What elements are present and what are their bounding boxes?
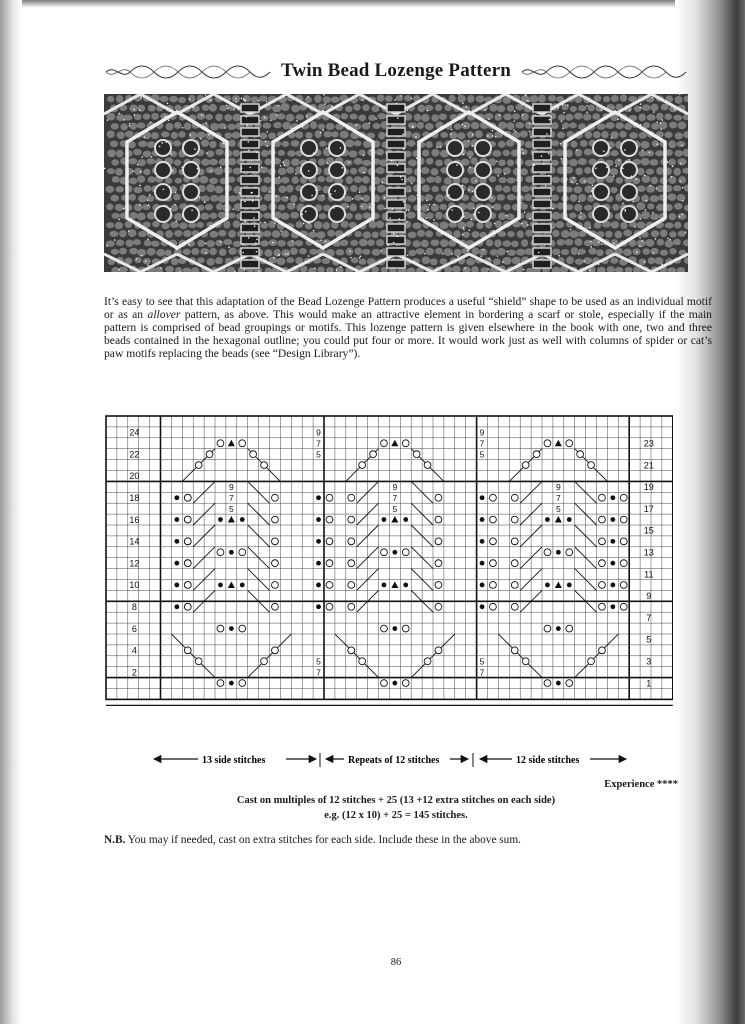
row-label-right: 19 (643, 482, 654, 493)
knitting-chart (104, 414, 673, 750)
bead-dot-icon (610, 561, 615, 566)
yarn-over-circle-icon (402, 680, 409, 687)
row-label-right: 21 (643, 460, 654, 471)
yarn-over-circle-icon (272, 538, 279, 545)
paragraph-part-1: It’s easy to see that this adaptation of the Bead Lozenge Pattern produces a useful “shield” shape to be used as an individual motif or as an (104, 295, 712, 321)
yarn-over-circle-icon (599, 560, 606, 567)
yarn-over-circle-icon (490, 560, 497, 567)
yarn-over-circle-icon (435, 647, 442, 654)
bead-dot-icon (316, 583, 321, 588)
bead-dot-icon (480, 561, 485, 566)
scroll-flourish-icon (520, 64, 688, 80)
yarn-over-circle-icon (261, 658, 268, 665)
row-label-left: 24 (129, 427, 140, 438)
row-label-right: 1 (646, 678, 652, 689)
yarn-over-circle-icon (184, 494, 191, 501)
bead-dot-icon (567, 583, 572, 588)
yarn-over-circle-icon (359, 462, 366, 469)
bead-dot-icon (480, 583, 485, 588)
yarn-over-circle-icon (348, 538, 355, 545)
page-number: 86 (390, 957, 402, 968)
bead-dot-icon (174, 604, 179, 609)
yarn-over-circle-icon (348, 647, 355, 654)
bead-dot-icon (567, 517, 572, 522)
double-decrease-triangle-icon (391, 516, 398, 523)
yarn-over-circle-icon (588, 658, 595, 665)
bead-dot-icon (218, 583, 223, 588)
yarn-over-circle-icon (620, 538, 627, 545)
cast-on-instructions (104, 793, 688, 823)
yarn-over-circle-icon (577, 451, 584, 458)
title-row (104, 58, 688, 88)
row-label-left: 12 (129, 558, 140, 569)
page-left-shadow (0, 0, 22, 1024)
yarn-over-circle-icon (250, 451, 257, 458)
yarn-over-circle-icon (620, 516, 627, 523)
stitch-count-number: 9 (392, 482, 398, 493)
bead-dot-icon (545, 517, 550, 522)
bead-dot-icon (403, 517, 408, 522)
row-label-right: 13 (643, 547, 654, 558)
side-stitches-right-label: 12 side stitches (516, 755, 580, 766)
yarn-over-circle-icon (381, 549, 388, 556)
yarn-over-circle-icon (544, 549, 551, 556)
yarn-over-circle-icon (511, 582, 518, 589)
yarn-over-circle-icon (544, 680, 551, 687)
bead-dot-icon (403, 583, 408, 588)
yarn-over-circle-icon (566, 680, 573, 687)
stitch-count-number: 9 (316, 427, 321, 438)
bead-dot-icon (316, 561, 321, 566)
yarn-over-circle-icon (599, 494, 606, 501)
row-label-left: 6 (131, 623, 137, 634)
double-decrease-triangle-icon (555, 440, 562, 447)
yarn-over-circle-icon (272, 647, 279, 654)
bead-dot-icon (556, 626, 561, 631)
yarn-over-circle-icon (490, 603, 497, 610)
yarn-over-circle-icon (272, 582, 279, 589)
yarn-over-circle-icon (620, 494, 627, 501)
yarn-over-circle-icon (490, 582, 497, 589)
bead-dot-icon (556, 550, 561, 555)
bead-dot-icon (480, 604, 485, 609)
yarn-over-circle-icon (184, 603, 191, 610)
stitch-count-number: 5 (392, 503, 398, 514)
bead-dot-icon (480, 495, 485, 500)
bead-dot-icon (240, 583, 245, 588)
yarn-over-circle-icon (599, 582, 606, 589)
row-label-left: 8 (131, 602, 137, 613)
row-label-left: 20 (129, 471, 140, 482)
bead-dot-icon (480, 539, 485, 544)
bead-dot-icon (545, 583, 550, 588)
bead-dot-icon (316, 517, 321, 522)
yarn-over-circle-icon (511, 516, 518, 523)
yarn-over-circle-icon (435, 603, 442, 610)
yarn-over-circle-icon (511, 538, 518, 545)
yarn-over-circle-icon (511, 603, 518, 610)
bead-dot-icon (610, 517, 615, 522)
double-decrease-triangle-icon (391, 440, 398, 447)
stitch-count-number: 7 (479, 438, 485, 449)
double-decrease-triangle-icon (555, 581, 562, 588)
page-top-edge (0, 0, 745, 8)
row-label-left: 14 (129, 536, 140, 547)
yarn-over-circle-icon (348, 603, 355, 610)
yarn-over-circle-icon (184, 560, 191, 567)
yarn-over-circle-icon (184, 582, 191, 589)
yarn-over-circle-icon (239, 680, 246, 687)
row-label-left: 2 (131, 667, 137, 678)
yarn-over-circle-icon (272, 560, 279, 567)
yarn-over-circle-icon (490, 538, 497, 545)
bead-dot-icon (610, 604, 615, 609)
stitch-count-number: 7 (555, 492, 561, 503)
row-label-right: 11 (644, 569, 654, 580)
stitch-count-number: 9 (479, 427, 485, 438)
yarn-over-circle-icon (326, 494, 333, 501)
bead-dot-icon (392, 550, 397, 555)
yarn-over-circle-icon (620, 603, 627, 610)
bead-dot-icon (610, 583, 615, 588)
yarn-over-circle-icon (544, 625, 551, 632)
yarn-over-circle-icon (239, 625, 246, 632)
bead-dot-icon (382, 583, 387, 588)
bead-dot-icon (174, 561, 179, 566)
yarn-over-circle-icon (490, 516, 497, 523)
row-label-left: 22 (129, 449, 140, 460)
bead-dot-icon (392, 626, 397, 631)
yarn-over-circle-icon (272, 516, 279, 523)
yarn-over-circle-icon (326, 603, 333, 610)
yarn-over-circle-icon (566, 625, 573, 632)
yarn-over-circle-icon (533, 451, 540, 458)
yarn-over-circle-icon (326, 582, 333, 589)
yarn-over-circle-icon (261, 462, 268, 469)
yarn-over-circle-icon (566, 440, 573, 447)
side-stitches-left-label: 13 side stitches (202, 755, 266, 766)
stitch-count-number: 9 (228, 482, 234, 493)
yarn-over-circle-icon (435, 582, 442, 589)
stitch-count-number: 9 (555, 482, 561, 493)
yarn-over-circle-icon (381, 440, 388, 447)
yarn-over-circle-icon (402, 549, 409, 556)
yarn-over-circle-icon (413, 451, 420, 458)
yarn-over-circle-icon (544, 440, 551, 447)
bead-dot-icon (229, 626, 234, 631)
row-label-right: 23 (643, 438, 654, 449)
yarn-over-circle-icon (435, 538, 442, 545)
stitch-count-number: 7 (479, 667, 485, 678)
bead-dot-icon (316, 495, 321, 500)
double-decrease-triangle-icon (391, 581, 398, 588)
bead-dot-icon (556, 681, 561, 686)
yarn-over-circle-icon (588, 462, 595, 469)
bead-dot-icon (218, 517, 223, 522)
row-label-right: 15 (643, 525, 654, 536)
cast-on-line-2: e.g. (12 x 10) + 25 = 145 stitches. (324, 810, 468, 821)
row-label-right: 3 (646, 656, 652, 667)
yarn-over-circle-icon (184, 516, 191, 523)
row-label-left: 4 (131, 645, 137, 656)
yarn-over-circle-icon (239, 440, 246, 447)
row-label-right: 17 (643, 503, 654, 514)
yarn-over-circle-icon (402, 440, 409, 447)
description-paragraph (104, 296, 712, 361)
yarn-over-circle-icon (272, 603, 279, 610)
row-label-left: 18 (129, 493, 140, 504)
paragraph-italic: allover (147, 307, 181, 321)
yarn-over-circle-icon (272, 494, 279, 501)
yarn-over-circle-icon (184, 647, 191, 654)
bead-dot-icon (382, 517, 387, 522)
yarn-over-circle-icon (599, 603, 606, 610)
bead-dot-icon (240, 517, 245, 522)
yarn-over-circle-icon (326, 538, 333, 545)
double-decrease-triangle-icon (228, 440, 235, 447)
yarn-over-circle-icon (620, 560, 627, 567)
yarn-over-circle-icon (435, 516, 442, 523)
bead-dot-icon (229, 681, 234, 686)
yarn-over-circle-icon (370, 451, 377, 458)
bead-dot-icon (392, 681, 397, 686)
repeats-label: Repeats of 12 stitches (348, 755, 440, 766)
yarn-over-circle-icon (206, 451, 213, 458)
double-decrease-triangle-icon (228, 516, 235, 523)
yarn-over-circle-icon (424, 462, 431, 469)
double-decrease-triangle-icon (228, 581, 235, 588)
bead-dot-icon (174, 495, 179, 500)
row-label-right: 5 (646, 634, 652, 645)
bead-dot-icon (174, 539, 179, 544)
row-label-right: 7 (646, 612, 652, 623)
yarn-over-circle-icon (511, 560, 518, 567)
bead-dot-icon (174, 517, 179, 522)
bead-dot-icon (316, 604, 321, 609)
stitch-count-number: 5 (555, 503, 561, 514)
yarn-over-circle-icon (435, 560, 442, 567)
stitch-count-number: 7 (316, 438, 321, 449)
nb-label: N.B. (104, 834, 126, 846)
stitch-count-number: 5 (316, 449, 321, 460)
yarn-over-circle-icon (402, 625, 409, 632)
yarn-over-circle-icon (326, 516, 333, 523)
row-label-left: 10 (129, 580, 140, 591)
stitch-count-number: 5 (479, 656, 485, 667)
yarn-over-circle-icon (217, 549, 224, 556)
bead-dot-icon (610, 495, 615, 500)
bead-dot-icon (480, 517, 485, 522)
yarn-over-circle-icon (217, 680, 224, 687)
yarn-over-circle-icon (217, 625, 224, 632)
row-label-left: 16 (129, 514, 140, 525)
yarn-over-circle-icon (511, 494, 518, 501)
stitch-count-number: 5 (479, 449, 485, 460)
stitch-count-number: 5 (228, 503, 234, 514)
yarn-over-circle-icon (599, 538, 606, 545)
stitch-count-number: 7 (228, 492, 234, 503)
cast-on-line-1: Cast on multiples of 12 stitches + 25 (13 +12 extra stitches on each side) (236, 795, 556, 806)
yarn-over-circle-icon (195, 658, 202, 665)
yarn-over-circle-icon (522, 658, 529, 665)
double-decrease-triangle-icon (555, 516, 562, 523)
yarn-over-circle-icon (435, 494, 442, 501)
yarn-over-circle-icon (348, 494, 355, 501)
stitch-count-labels (150, 752, 630, 770)
yarn-over-circle-icon (490, 494, 497, 501)
yarn-over-circle-icon (348, 582, 355, 589)
yarn-over-circle-icon (620, 582, 627, 589)
row-label-right: 9 (646, 591, 652, 602)
yarn-over-circle-icon (511, 647, 518, 654)
yarn-over-circle-icon (599, 516, 606, 523)
experience-rating: Experience **** (604, 779, 678, 790)
yarn-over-circle-icon (359, 658, 366, 665)
lace-knit-photo (104, 94, 688, 272)
yarn-over-circle-icon (522, 462, 529, 469)
yarn-over-circle-icon (217, 440, 224, 447)
page-title: Twin Bead Lozenge Pattern (281, 60, 511, 81)
yarn-over-circle-icon (195, 462, 202, 469)
nb-note (104, 834, 704, 846)
bead-dot-icon (610, 539, 615, 544)
yarn-over-circle-icon (424, 658, 431, 665)
yarn-over-circle-icon (599, 647, 606, 654)
stitch-count-number: 5 (316, 656, 321, 667)
stitch-count-number: 7 (316, 667, 321, 678)
yarn-over-circle-icon (184, 538, 191, 545)
bead-dot-icon (229, 550, 234, 555)
nb-text: You may if needed, cast on extra stitches for each side. Include these in the above sum. (125, 834, 521, 846)
yarn-over-circle-icon (239, 549, 246, 556)
yarn-over-circle-icon (381, 625, 388, 632)
yarn-over-circle-icon (381, 680, 388, 687)
yarn-over-circle-icon (348, 516, 355, 523)
stitch-count-number: 7 (392, 492, 398, 503)
bead-dot-icon (316, 539, 321, 544)
yarn-over-circle-icon (566, 549, 573, 556)
bead-dot-icon (174, 583, 179, 588)
yarn-over-circle-icon (348, 560, 355, 567)
paragraph-part-2: pattern, as above. This would make an attractive element in bordering a scarf or stole, especially if the main pattern is comprised of bead groupings or motifs. This lozenge pattern is given elsewhere in the book with one, two and three beads contained in the hexagonal outline; you could put four or more. It would work just as well with columns of spider or cat’s paw motifs replacing the beads (see “Design Library”). (104, 307, 712, 360)
yarn-over-circle-icon (326, 560, 333, 567)
